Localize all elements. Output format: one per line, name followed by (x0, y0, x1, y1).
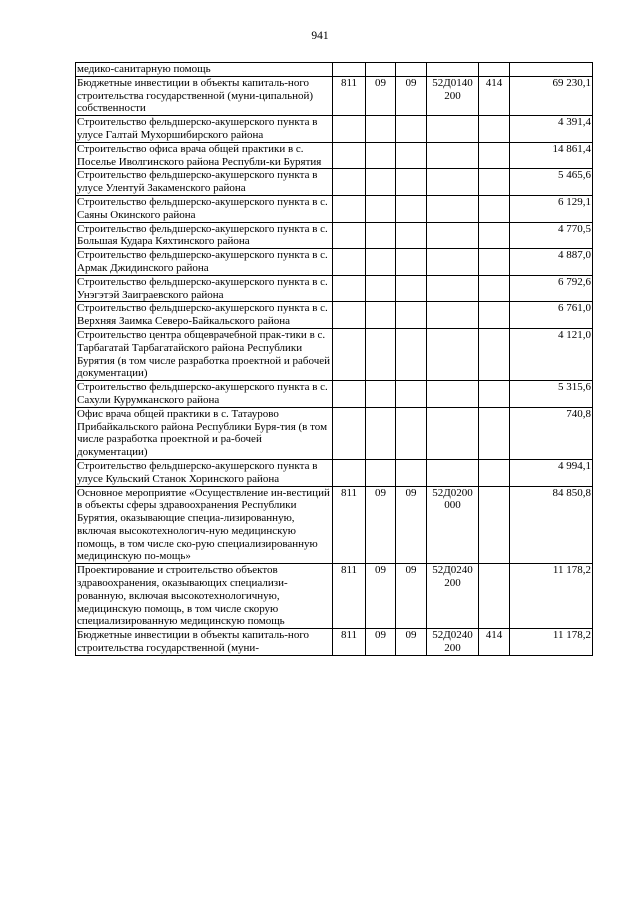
row-code-cell (333, 195, 366, 222)
row-name-cell: Офис врача общей практики в с. Татаурово Прибайкальского района Республики Буря-тия (в том числе разработка проектной и ра-бочей документации) (76, 407, 333, 459)
row-amount-cell (510, 63, 593, 77)
row-expense-type-cell (479, 381, 510, 408)
row-subsection-cell (396, 63, 427, 77)
row-subsection-cell (396, 222, 427, 249)
row-amount-cell: 4 391,4 (510, 116, 593, 143)
row-section-cell (366, 169, 396, 196)
row-target-cell (427, 63, 479, 77)
row-amount-cell: 4 994,1 (510, 459, 593, 486)
row-name-cell: Бюджетные инвестиции в объекты капиталь-ного строительства государственной (муни- (76, 629, 333, 656)
row-section-cell (366, 63, 396, 77)
row-expense-type-cell (479, 486, 510, 564)
table-row (76, 459, 593, 486)
row-target-cell (427, 275, 479, 302)
row-subsection-cell (396, 169, 427, 196)
row-code-cell: 811 (333, 486, 366, 564)
row-code-cell: 811 (333, 629, 366, 656)
row-amount-cell: 4 887,0 (510, 249, 593, 276)
row-target-cell: 52Д0200 000 (427, 486, 479, 564)
row-code-cell: 811 (333, 564, 366, 629)
row-target-cell (427, 142, 479, 169)
row-section-cell: 09 (366, 76, 396, 115)
table-row (76, 629, 593, 656)
table-row (76, 63, 593, 77)
row-name-cell: Строительство фельдшерско-акушерского пункта в улусе Кульский Станок Хоринского района (76, 459, 333, 486)
row-subsection-cell: 09 (396, 564, 427, 629)
row-expense-type-cell (479, 459, 510, 486)
row-expense-type-cell (479, 275, 510, 302)
table-row (76, 76, 593, 115)
row-target-cell (427, 328, 479, 380)
row-name-cell: Основное мероприятие «Осуществление ин-вестиций в объекты сферы здравоохранения Республики Бурятия, оказывающие специа-лизированную, включая высокотехнологич-ную медицинскую помощь, в том числе ско-рую специализированную медицинскую по-мощь» (76, 486, 333, 564)
table-row (76, 195, 593, 222)
row-code-cell (333, 302, 366, 329)
row-name-cell: Бюджетные инвестиции в объекты капиталь-ного строительства государственной (муни-ципальной) собственности (76, 76, 333, 115)
row-subsection-cell (396, 116, 427, 143)
page-number: 941 (311, 30, 329, 42)
table-row (76, 275, 593, 302)
table-row (76, 169, 593, 196)
row-amount-cell: 4 770,5 (510, 222, 593, 249)
row-amount-cell: 5 315,6 (510, 381, 593, 408)
row-amount-cell: 740,8 (510, 407, 593, 459)
row-section-cell (366, 249, 396, 276)
row-expense-type-cell (479, 249, 510, 276)
row-target-cell: 52Д0240 200 (427, 564, 479, 629)
row-expense-type-cell (479, 195, 510, 222)
row-code-cell (333, 116, 366, 143)
row-name-cell: Строительство фельдшерско-акушерского пункта в улусе Галтай Мухоршибирского района (76, 116, 333, 143)
row-target-cell (427, 459, 479, 486)
table-row (76, 302, 593, 329)
row-code-cell: 811 (333, 76, 366, 115)
row-name-cell: Строительство фельдшерско-акушерского пункта в с. Саяны Окинского района (76, 195, 333, 222)
row-name-cell: Строительство фельдшерско-акушерского пункта в с. Большая Кудара Кяхтинского района (76, 222, 333, 249)
row-code-cell (333, 381, 366, 408)
row-amount-cell: 6 129,1 (510, 195, 593, 222)
row-expense-type-cell (479, 142, 510, 169)
row-target-cell (427, 302, 479, 329)
budget-table-body (76, 63, 593, 656)
row-amount-cell: 84 850,8 (510, 486, 593, 564)
row-code-cell (333, 222, 366, 249)
row-amount-cell: 14 861,4 (510, 142, 593, 169)
row-expense-type-cell (479, 407, 510, 459)
row-section-cell: 09 (366, 564, 396, 629)
row-target-cell (427, 222, 479, 249)
table-row (76, 116, 593, 143)
row-section-cell (366, 222, 396, 249)
row-target-cell (427, 249, 479, 276)
row-expense-type-cell (479, 63, 510, 77)
row-subsection-cell (396, 407, 427, 459)
row-amount-cell: 6 792,6 (510, 275, 593, 302)
row-expense-type-cell (479, 169, 510, 196)
row-target-cell (427, 407, 479, 459)
row-code-cell (333, 328, 366, 380)
row-subsection-cell (396, 328, 427, 380)
row-name-cell: Строительство фельдшерско-акушерского пункта в с. Верхняя Заимка Северо-Байкальского района (76, 302, 333, 329)
row-amount-cell: 5 465,6 (510, 169, 593, 196)
table-row (76, 328, 593, 380)
row-section-cell (366, 328, 396, 380)
row-name-cell: Строительство фельдшерско-акушерского пункта в с. Армак Джидинского района (76, 249, 333, 276)
row-subsection-cell (396, 195, 427, 222)
row-target-cell (427, 195, 479, 222)
row-amount-cell: 4 121,0 (510, 328, 593, 380)
row-section-cell (366, 116, 396, 143)
table-row (76, 142, 593, 169)
row-code-cell (333, 459, 366, 486)
row-code-cell (333, 142, 366, 169)
row-section-cell (366, 275, 396, 302)
row-expense-type-cell: 414 (479, 76, 510, 115)
row-expense-type-cell (479, 564, 510, 629)
row-code-cell (333, 407, 366, 459)
row-subsection-cell: 09 (396, 76, 427, 115)
row-name-cell: Строительство фельдшерско-акушерского пункта в с. Унэгэтэй Заиграевского района (76, 275, 333, 302)
row-subsection-cell (396, 459, 427, 486)
row-target-cell (427, 116, 479, 143)
row-code-cell (333, 275, 366, 302)
row-section-cell: 09 (366, 629, 396, 656)
row-subsection-cell (396, 275, 427, 302)
row-expense-type-cell (479, 328, 510, 380)
row-target-cell (427, 169, 479, 196)
table-row (76, 486, 593, 564)
row-section-cell (366, 407, 396, 459)
row-target-cell: 52Д0140 200 (427, 76, 479, 115)
row-section-cell (366, 381, 396, 408)
table-row (76, 407, 593, 459)
budget-table (75, 62, 593, 656)
table-row (76, 222, 593, 249)
row-name-cell: Проектирование и строительство объектов здравоохранения, оказывающих специализи-рованную, включая высокотехнологичную, медицинскую помощь, в том числе скорую специализированную медицинскую помощь (76, 564, 333, 629)
row-section-cell (366, 195, 396, 222)
row-subsection-cell (396, 381, 427, 408)
row-subsection-cell (396, 142, 427, 169)
row-code-cell (333, 63, 366, 77)
row-expense-type-cell (479, 302, 510, 329)
row-name-cell: Строительство центра общеврачебной прак-тики в с. Тарбагатай Тарбагатайского района Республики Бурятия (в том числе разработка проектной и рабочей документации) (76, 328, 333, 380)
row-target-cell: 52Д0240 200 (427, 629, 479, 656)
row-name-cell: Строительство офиса врача общей практики в с. Поселье Иволгинского района Республи-ки Бурятия (76, 142, 333, 169)
row-amount-cell: 6 761,0 (510, 302, 593, 329)
row-section-cell (366, 302, 396, 329)
row-subsection-cell: 09 (396, 486, 427, 564)
row-expense-type-cell (479, 116, 510, 143)
row-expense-type-cell: 414 (479, 629, 510, 656)
row-amount-cell: 11 178,2 (510, 629, 593, 656)
row-section-cell: 09 (366, 486, 396, 564)
row-code-cell (333, 249, 366, 276)
row-subsection-cell: 09 (396, 629, 427, 656)
row-amount-cell: 11 178,2 (510, 564, 593, 629)
table-row (76, 249, 593, 276)
row-subsection-cell (396, 302, 427, 329)
table-row (76, 564, 593, 629)
row-code-cell (333, 169, 366, 196)
row-name-cell: Строительство фельдшерско-акушерского пункта в улусе Улентуй Закаменского района (76, 169, 333, 196)
row-expense-type-cell (479, 222, 510, 249)
row-name-cell: медико-санитарную помощь (76, 63, 333, 77)
row-section-cell (366, 142, 396, 169)
table-row (76, 381, 593, 408)
row-subsection-cell (396, 249, 427, 276)
row-name-cell: Строительство фельдшерско-акушерского пункта в с. Сахули Курумканского района (76, 381, 333, 408)
row-amount-cell: 69 230,1 (510, 76, 593, 115)
row-section-cell (366, 459, 396, 486)
row-target-cell (427, 381, 479, 408)
